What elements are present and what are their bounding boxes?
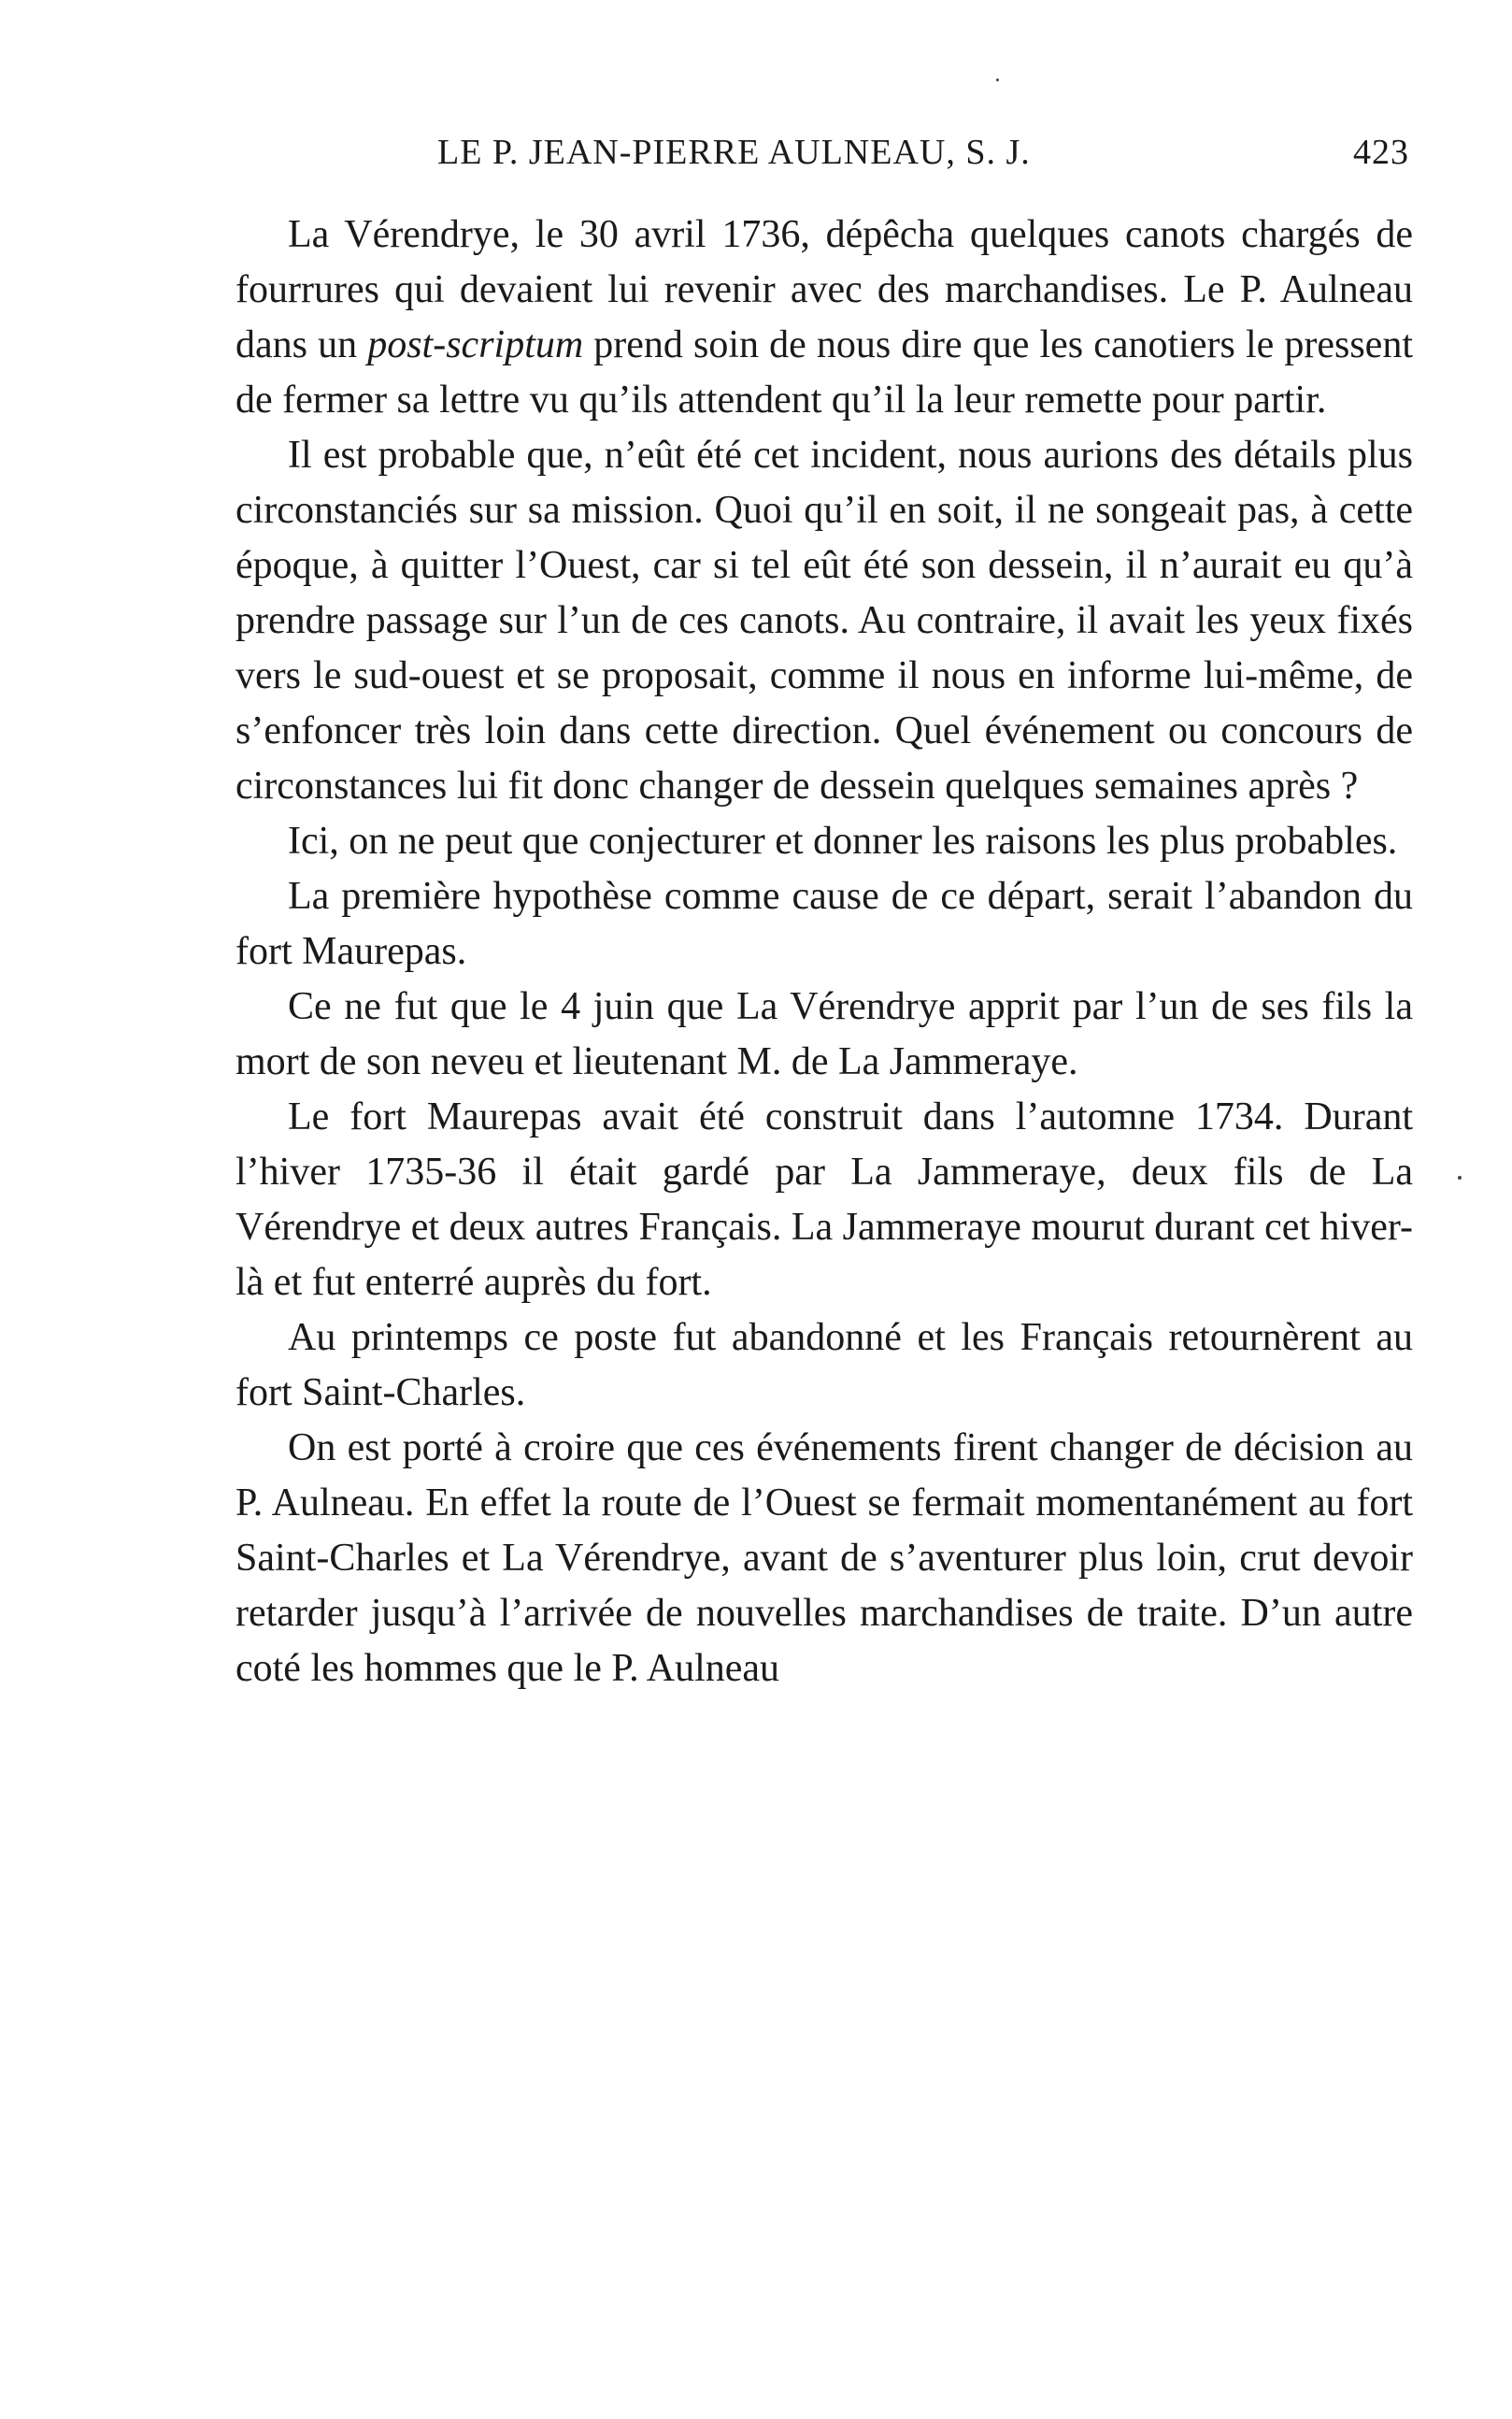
- scan-speck: [1458, 1176, 1462, 1180]
- paragraph-7: Au printemps ce poste fut abandonné et les Français retournèrent au fort Saint-Charles.: [235, 1316, 1413, 1414]
- paragraph-4: La première hypothèse comme cause de ce départ, serait l’abandon du fort Maurepas.: [235, 875, 1413, 973]
- body-text: [235, 208, 1413, 1696]
- paragraph-3: Ici, on ne peut que conjecturer et donner les raisons les plus probables.: [288, 820, 1398, 863]
- page-number: 423: [1353, 133, 1409, 172]
- paragraph-1-part-1: La Vérendrye, le 30 avril 1736, dépêcha quelques canots chargés de fourrures qui devaient lui revenir avec des marchandises. Le P. Aulneau dans un: [235, 213, 1413, 366]
- running-head-title: LE P. JEAN-PIERRE AULNEAU, S. J.: [437, 133, 1031, 172]
- paragraph-5: Ce ne fut que le 4 juin que La Vérendrye apprit par l’un de ses fils la mort de son neveu et lieutenant M. de La Jammeraye.: [235, 985, 1413, 1083]
- paragraph-6: Le fort Maurepas avait été construit dans l’automne 1734. Durant l’hiver 1735-36 il était gardé par La Jammeraye, deux fils de La Vérendrye et deux autres Français. La Jammeraye mourut durant cet hiver-là et fut enterré auprès du fort.: [235, 1095, 1413, 1304]
- paragraph-1-part-2: prend soin de nous dire que les canotiers le pressent de fermer sa lettre vu qu’ils attendent qu’il la leur remette pour partir.: [235, 323, 1413, 422]
- paragraph-1-italic: post-scriptum: [367, 323, 584, 366]
- paragraph-2: Il est probable que, n’eût été cet incident, nous aurions des détails plus circonstanciés sur sa mission. Quoi qu’il en soit, il ne songeait pas, à cette époque, à quitter l’Ouest, car si tel eût été son dessein, il n’aurait eu qu’à prendre passage sur l’un de ces canots. Au contraire, il avait les yeux fixés vers le sud-ouest et se proposait, comme il nous en informe lui-même, de s’enfoncer très loin dans cette direction. Quel événement ou concours de circonstances lui fit donc changer de dessein quelques semaines après ?: [235, 434, 1413, 808]
- scan-speck: [996, 79, 999, 81]
- paragraph-1: [235, 208, 1413, 428]
- paragraph-8: On est porté à croire que ces événements firent changer de décision au P. Aulneau. En effet la route de l’Ouest se fermait momentanément au fort Saint-Charles et La Vérendrye, avant de s’aventurer plus loin, crut devoir retarder jusqu’à l’arrivée de nouvelles marchandises de traite. D’un autre coté les hommes que le P. Aulneau: [235, 1426, 1413, 1690]
